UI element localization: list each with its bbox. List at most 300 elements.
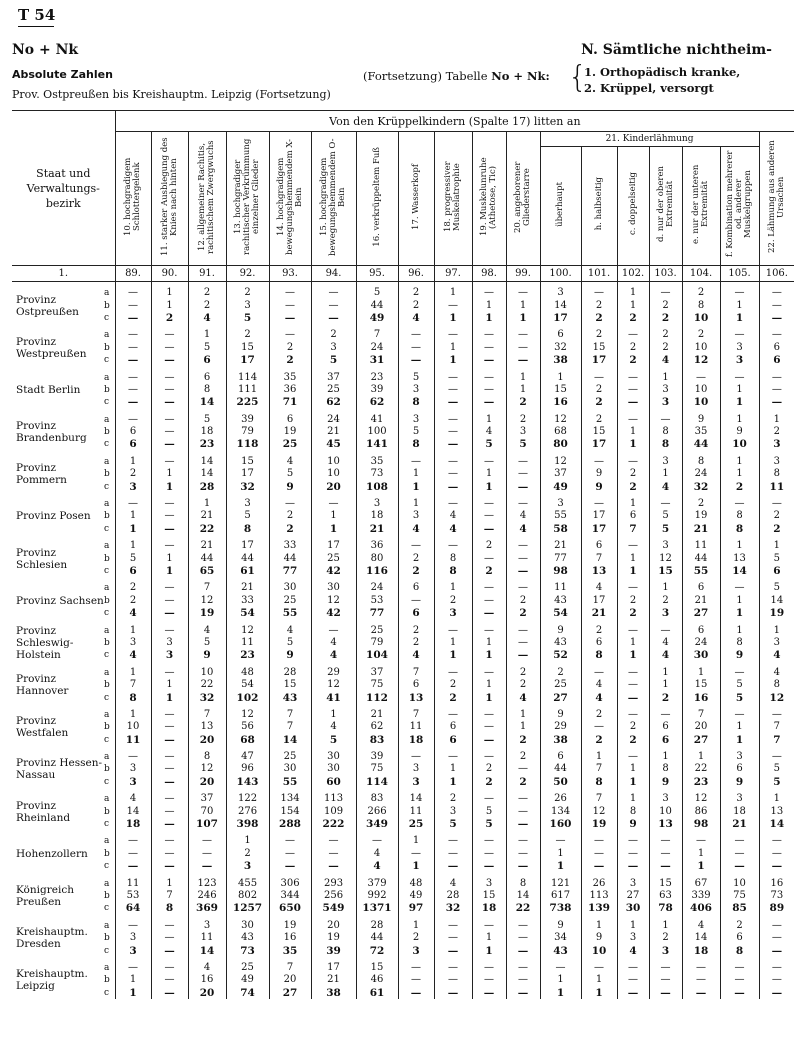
table-code-title: No + Nk: [12, 42, 79, 58]
table-cell: 2: [506, 776, 540, 788]
table-cell: —: [434, 932, 472, 944]
table-cell: —: [581, 371, 617, 383]
table-cell: —: [720, 371, 759, 383]
table-cell: 25: [311, 384, 356, 396]
table-cell: 30: [311, 582, 356, 594]
table-cell: 54: [540, 607, 581, 619]
table-cell: 4: [269, 624, 311, 636]
table-cell: —: [269, 329, 311, 341]
table-cell: —: [720, 835, 759, 847]
table-cell: 44: [682, 552, 720, 564]
table-cell: —: [506, 637, 540, 649]
table-cell: 1: [682, 751, 720, 763]
table-cell: 113: [311, 793, 356, 805]
table-cell: 14: [269, 734, 311, 746]
table-cell: —: [720, 667, 759, 679]
table-cell: 9: [581, 480, 617, 492]
table-row: [12, 902, 794, 914]
table-cell: 63: [649, 890, 682, 902]
row-letter: c: [104, 397, 110, 408]
table-cell: 102: [226, 691, 269, 703]
table-cell: —: [151, 721, 188, 733]
table-cell: 3: [115, 480, 151, 492]
table-cell: 1: [434, 354, 472, 366]
table-cell: 24: [682, 468, 720, 480]
table-cell: 7: [759, 734, 794, 746]
table-cell: 2: [269, 354, 311, 366]
table-cell: —: [720, 962, 759, 974]
table-cell: 35: [682, 426, 720, 438]
table-cell: —: [472, 920, 506, 932]
table-cell: 1: [115, 974, 151, 986]
table-cell: —: [472, 510, 506, 522]
table-cell: 78: [649, 902, 682, 914]
table-cell: —: [311, 624, 356, 636]
table-cell: 3: [720, 793, 759, 805]
table-cell: 77: [356, 607, 398, 619]
table-cell: 2: [472, 763, 506, 775]
table-cell: —: [115, 396, 151, 408]
row-letter: b: [104, 933, 110, 944]
table-row: [12, 299, 794, 311]
table-cell: 3: [649, 384, 682, 396]
table-cell: 23: [356, 371, 398, 383]
table-cell: 2: [617, 480, 649, 492]
table-cell: —: [506, 565, 540, 577]
district-name: Provinz Sachsen: [16, 594, 104, 607]
col-header-103: d. nur der oberen Extremität: [649, 147, 682, 266]
table-cell: 2: [398, 932, 434, 944]
table-cell: —: [472, 354, 506, 366]
table-cell: 1: [720, 607, 759, 619]
col-header-95: 16. verkrüppeltem Fuß: [356, 132, 398, 266]
table-cell: 8: [720, 944, 759, 956]
table-row: [12, 805, 794, 817]
table-row: [12, 890, 794, 902]
table-cell: 17: [581, 595, 617, 607]
table-cell: —: [472, 607, 506, 619]
table-cell: —: [151, 793, 188, 805]
table-cell: —: [151, 974, 188, 986]
table-cell: 1: [311, 523, 356, 535]
table-cell: 143: [226, 776, 269, 788]
table-cell: 25: [398, 818, 434, 830]
row-letter: c: [104, 481, 110, 492]
table-cell: —: [434, 540, 472, 552]
table-cell: 19: [311, 932, 356, 944]
table-cell: —: [151, 848, 188, 860]
table-cell: —: [151, 595, 188, 607]
table-cell: 43: [540, 595, 581, 607]
table-cell: 4: [581, 691, 617, 703]
table-cell: 3: [720, 354, 759, 366]
table-cell: 50: [540, 776, 581, 788]
table-cell: 44: [188, 552, 226, 564]
table-cell: 15: [682, 679, 720, 691]
table-cell: 32: [188, 691, 226, 703]
table-cell: 1: [115, 523, 151, 535]
table-cell: 1: [581, 974, 617, 986]
table-cell: —: [506, 329, 540, 341]
table-cell: —: [151, 860, 188, 872]
table-cell: 25: [269, 438, 311, 450]
table-cell: —: [506, 932, 540, 944]
table-cell: 12: [540, 414, 581, 426]
col-header-99: 20. angeborener Gliederstarre: [506, 132, 540, 266]
table-cell: 1: [506, 312, 540, 324]
table-row: [12, 920, 794, 932]
table-cell: 7: [682, 709, 720, 721]
table-cell: 5: [434, 818, 472, 830]
table-cell: 14: [759, 818, 794, 830]
table-cell: —: [581, 287, 617, 299]
table-cell: 14: [398, 793, 434, 805]
table-cell: —: [506, 468, 540, 480]
table-cell: 2: [506, 396, 540, 408]
table-cell: 38: [540, 734, 581, 746]
table-cell: 1: [434, 342, 472, 354]
table-row: [12, 354, 794, 366]
table-cell: —: [720, 498, 759, 510]
table-cell: 4: [759, 649, 794, 661]
column-number: 100.: [540, 266, 581, 282]
table-cell: 9: [540, 709, 581, 721]
table-cell: 6: [434, 721, 472, 733]
table-cell: 43: [540, 637, 581, 649]
table-cell: 21: [356, 523, 398, 535]
table-cell: 98: [540, 565, 581, 577]
column-number: 102.: [617, 266, 649, 282]
column-number: 90.: [151, 266, 188, 282]
column-number: 99.: [506, 266, 540, 282]
table-cell: 1: [398, 920, 434, 932]
table-cell: 13: [759, 805, 794, 817]
table-row: [12, 480, 794, 492]
table-cell: 42: [311, 607, 356, 619]
table-cell: 3: [151, 649, 188, 661]
table-cell: 3: [398, 776, 434, 788]
table-cell: —: [151, 763, 188, 775]
table-cell: 11: [226, 637, 269, 649]
table-row: [12, 974, 794, 986]
table-cell: 3: [226, 498, 269, 510]
table-cell: 3: [759, 438, 794, 450]
table-cell: 9: [581, 932, 617, 944]
table-cell: 21: [311, 974, 356, 986]
table-row: [12, 371, 794, 383]
table-cell: 1: [115, 624, 151, 636]
table-cell: 4: [649, 354, 682, 366]
table-cell: 14: [759, 595, 794, 607]
table-cell: —: [151, 835, 188, 847]
table-row: [12, 329, 794, 341]
table-cell: 1: [472, 691, 506, 703]
table-cell: 4: [311, 721, 356, 733]
table-cell: —: [759, 944, 794, 956]
row-letter: a: [104, 752, 110, 763]
row-letter: c: [104, 734, 110, 745]
table-cell: 1: [617, 299, 649, 311]
table-cell: —: [506, 962, 540, 974]
table-cell: 1: [115, 540, 151, 552]
table-cell: —: [311, 848, 356, 860]
table-cell: 17: [311, 962, 356, 974]
table-cell: —: [434, 835, 472, 847]
table-row: [12, 932, 794, 944]
table-cell: 2: [649, 299, 682, 311]
table-cell: 1: [311, 510, 356, 522]
table-cell: —: [617, 679, 649, 691]
section-title: N. Sämtliche nichtheim-: [581, 42, 772, 58]
table-cell: 23: [188, 438, 226, 450]
table-cell: 14: [720, 565, 759, 577]
table-cell: 54: [226, 679, 269, 691]
table-cell: 11: [115, 877, 151, 889]
table-cell: 60: [311, 776, 356, 788]
table-cell: 6: [682, 624, 720, 636]
table-cell: 3: [398, 944, 434, 956]
table-cell: 14: [188, 468, 226, 480]
table-cell: 3: [115, 776, 151, 788]
row-letter: c: [104, 355, 110, 366]
table-cell: 3: [434, 805, 472, 817]
table-cell: 1: [617, 763, 649, 775]
table-cell: 2: [472, 776, 506, 788]
table-cell: 3: [617, 932, 649, 944]
table-cell: 16: [682, 691, 720, 703]
table-cell: 1: [472, 944, 506, 956]
table-cell: 2: [581, 709, 617, 721]
col-header-91: 12. allgemeiner Rachitis, rachitischem Zwergwuchs: [188, 132, 226, 266]
table-cell: 3: [720, 751, 759, 763]
table-cell: 1: [720, 384, 759, 396]
table-row: [12, 944, 794, 956]
table-cell: 3: [649, 540, 682, 552]
table-cell: 7: [151, 890, 188, 902]
table-cell: 18: [682, 944, 720, 956]
table-cell: 16: [269, 932, 311, 944]
table-cell: 30: [617, 902, 649, 914]
table-cell: 4: [506, 523, 540, 535]
table-cell: 9: [682, 414, 720, 426]
row-letter: c: [104, 776, 110, 787]
table-cell: —: [151, 414, 188, 426]
table-cell: 2: [188, 299, 226, 311]
table-cell: 6: [617, 510, 649, 522]
table-cell: 5: [115, 552, 151, 564]
table-cell: —: [115, 751, 151, 763]
district-name: Provinz Hannover: [16, 673, 69, 698]
table-cell: 1: [759, 624, 794, 636]
table-cell: —: [649, 860, 682, 872]
table-cell: —: [151, 384, 188, 396]
table-cell: 222: [311, 818, 356, 830]
table-cell: —: [759, 974, 794, 986]
table-cell: 23: [682, 776, 720, 788]
table-cell: 10: [188, 667, 226, 679]
table-cell: —: [617, 371, 649, 383]
table-cell: 43: [269, 691, 311, 703]
table-cell: —: [759, 371, 794, 383]
table-cell: —: [472, 860, 506, 872]
table-cell: 64: [115, 902, 151, 914]
table-cell: 6: [398, 582, 434, 594]
table-cell: 1: [649, 751, 682, 763]
table-cell: 9: [269, 480, 311, 492]
table-cell: —: [617, 456, 649, 468]
table-cell: 1: [398, 468, 434, 480]
table-cell: 1: [311, 709, 356, 721]
table-cell: —: [398, 962, 434, 974]
table-cell: —: [720, 848, 759, 860]
table-cell: 39: [226, 414, 269, 426]
table-cell: 3: [540, 498, 581, 510]
table-cell: —: [188, 860, 226, 872]
district-name: Provinz Schleswig-Holstein: [16, 624, 74, 661]
table-cell: —: [434, 414, 472, 426]
table-cell: 39: [356, 384, 398, 396]
table-cell: 7: [617, 523, 649, 535]
table-cell: 8: [434, 552, 472, 564]
table-row: [12, 793, 794, 805]
table-cell: 2: [506, 751, 540, 763]
table-cell: —: [398, 751, 434, 763]
table-cell: —: [472, 329, 506, 341]
table-row: [12, 667, 794, 679]
table-cell: —: [151, 396, 188, 408]
row-letter: b: [104, 764, 110, 775]
table-cell: 10: [720, 877, 759, 889]
table-cell: —: [398, 974, 434, 986]
table-cell: —: [434, 426, 472, 438]
table-cell: 9: [581, 468, 617, 480]
column-number: 1.: [12, 266, 115, 282]
table-cell: 2: [506, 607, 540, 619]
table-cell: —: [649, 287, 682, 299]
table-cell: 8: [434, 565, 472, 577]
table-cell: 3: [115, 944, 151, 956]
table-cell: 108: [356, 480, 398, 492]
table-cell: —: [151, 438, 188, 450]
table-cell: 4: [434, 523, 472, 535]
table-cell: 32: [682, 480, 720, 492]
table-cell: 19: [682, 510, 720, 522]
col-header-97: 18. progressiver Muskelatrophie: [434, 132, 472, 266]
table-cell: —: [720, 287, 759, 299]
row-letter: b: [104, 637, 110, 648]
table-cell: 6: [115, 438, 151, 450]
table-row: [12, 860, 794, 872]
table-cell: 15: [649, 877, 682, 889]
table-cell: 31: [356, 354, 398, 366]
table-cell: 225: [226, 396, 269, 408]
table-cell: 56: [226, 721, 269, 733]
table-cell: —: [581, 721, 617, 733]
table-cell: 21: [188, 540, 226, 552]
table-cell: 4: [398, 523, 434, 535]
table-cell: 21: [540, 540, 581, 552]
table-cell: 2: [682, 287, 720, 299]
table-cell: 4: [617, 944, 649, 956]
table-cell: —: [581, 835, 617, 847]
table-cell: —: [506, 848, 540, 860]
table-cell: 8: [115, 691, 151, 703]
table-cell: —: [269, 860, 311, 872]
col-header-102: c. doppelseitig: [617, 147, 649, 266]
table-cell: 1: [759, 793, 794, 805]
table-cell: 2: [720, 480, 759, 492]
table-cell: 2: [115, 582, 151, 594]
table-cell: 21: [682, 523, 720, 535]
table-cell: 1: [720, 396, 759, 408]
district-name: Provinz Brandenburg: [16, 420, 87, 445]
table-cell: 992: [356, 890, 398, 902]
row-letter: c: [104, 566, 110, 576]
table-cell: —: [151, 329, 188, 341]
table-cell: —: [472, 848, 506, 860]
column-number: 89.: [115, 266, 151, 282]
table-cell: 8: [398, 438, 434, 450]
table-cell: 97: [398, 902, 434, 914]
table-cell: —: [682, 962, 720, 974]
table-row: [12, 468, 794, 480]
table-cell: —: [581, 667, 617, 679]
table-cell: —: [649, 498, 682, 510]
column-number: 98.: [472, 266, 506, 282]
table-cell: 3: [759, 637, 794, 649]
table-cell: —: [434, 860, 472, 872]
table-cell: 10: [649, 805, 682, 817]
row-letter: b: [104, 511, 110, 522]
district-name: Provinz Pommern: [16, 462, 67, 487]
table-cell: 8: [759, 468, 794, 480]
table-row: [12, 456, 794, 468]
table-cell: 3: [398, 763, 434, 775]
table-cell: —: [617, 962, 649, 974]
table-cell: 14: [188, 944, 226, 956]
table-cell: 55: [540, 510, 581, 522]
table-cell: 44: [682, 438, 720, 450]
table-cell: 7: [759, 721, 794, 733]
table-cell: 15: [581, 426, 617, 438]
table-cell: —: [472, 721, 506, 733]
table-cell: 1: [649, 582, 682, 594]
table-cell: —: [151, 805, 188, 817]
table-cell: —: [759, 329, 794, 341]
table-cell: 2: [434, 595, 472, 607]
table-cell: —: [759, 299, 794, 311]
table-cell: 1: [434, 312, 472, 324]
table-cell: 1: [398, 835, 434, 847]
table-cell: 406: [682, 902, 720, 914]
table-cell: 37: [311, 371, 356, 383]
table-cell: 68: [540, 426, 581, 438]
table-cell: 6: [115, 565, 151, 577]
table-cell: —: [759, 860, 794, 872]
row-letter: c: [104, 819, 110, 830]
table-cell: 1: [506, 371, 540, 383]
table-cell: 11: [759, 480, 794, 492]
table-cell: 4: [188, 962, 226, 974]
table-cell: 2: [581, 624, 617, 636]
table-cell: —: [759, 312, 794, 324]
table-cell: —: [617, 396, 649, 408]
table-cell: 44: [356, 932, 398, 944]
table-cell: 1: [720, 456, 759, 468]
table-cell: 4: [472, 426, 506, 438]
table-cell: 71: [269, 396, 311, 408]
table-cell: —: [398, 987, 434, 999]
